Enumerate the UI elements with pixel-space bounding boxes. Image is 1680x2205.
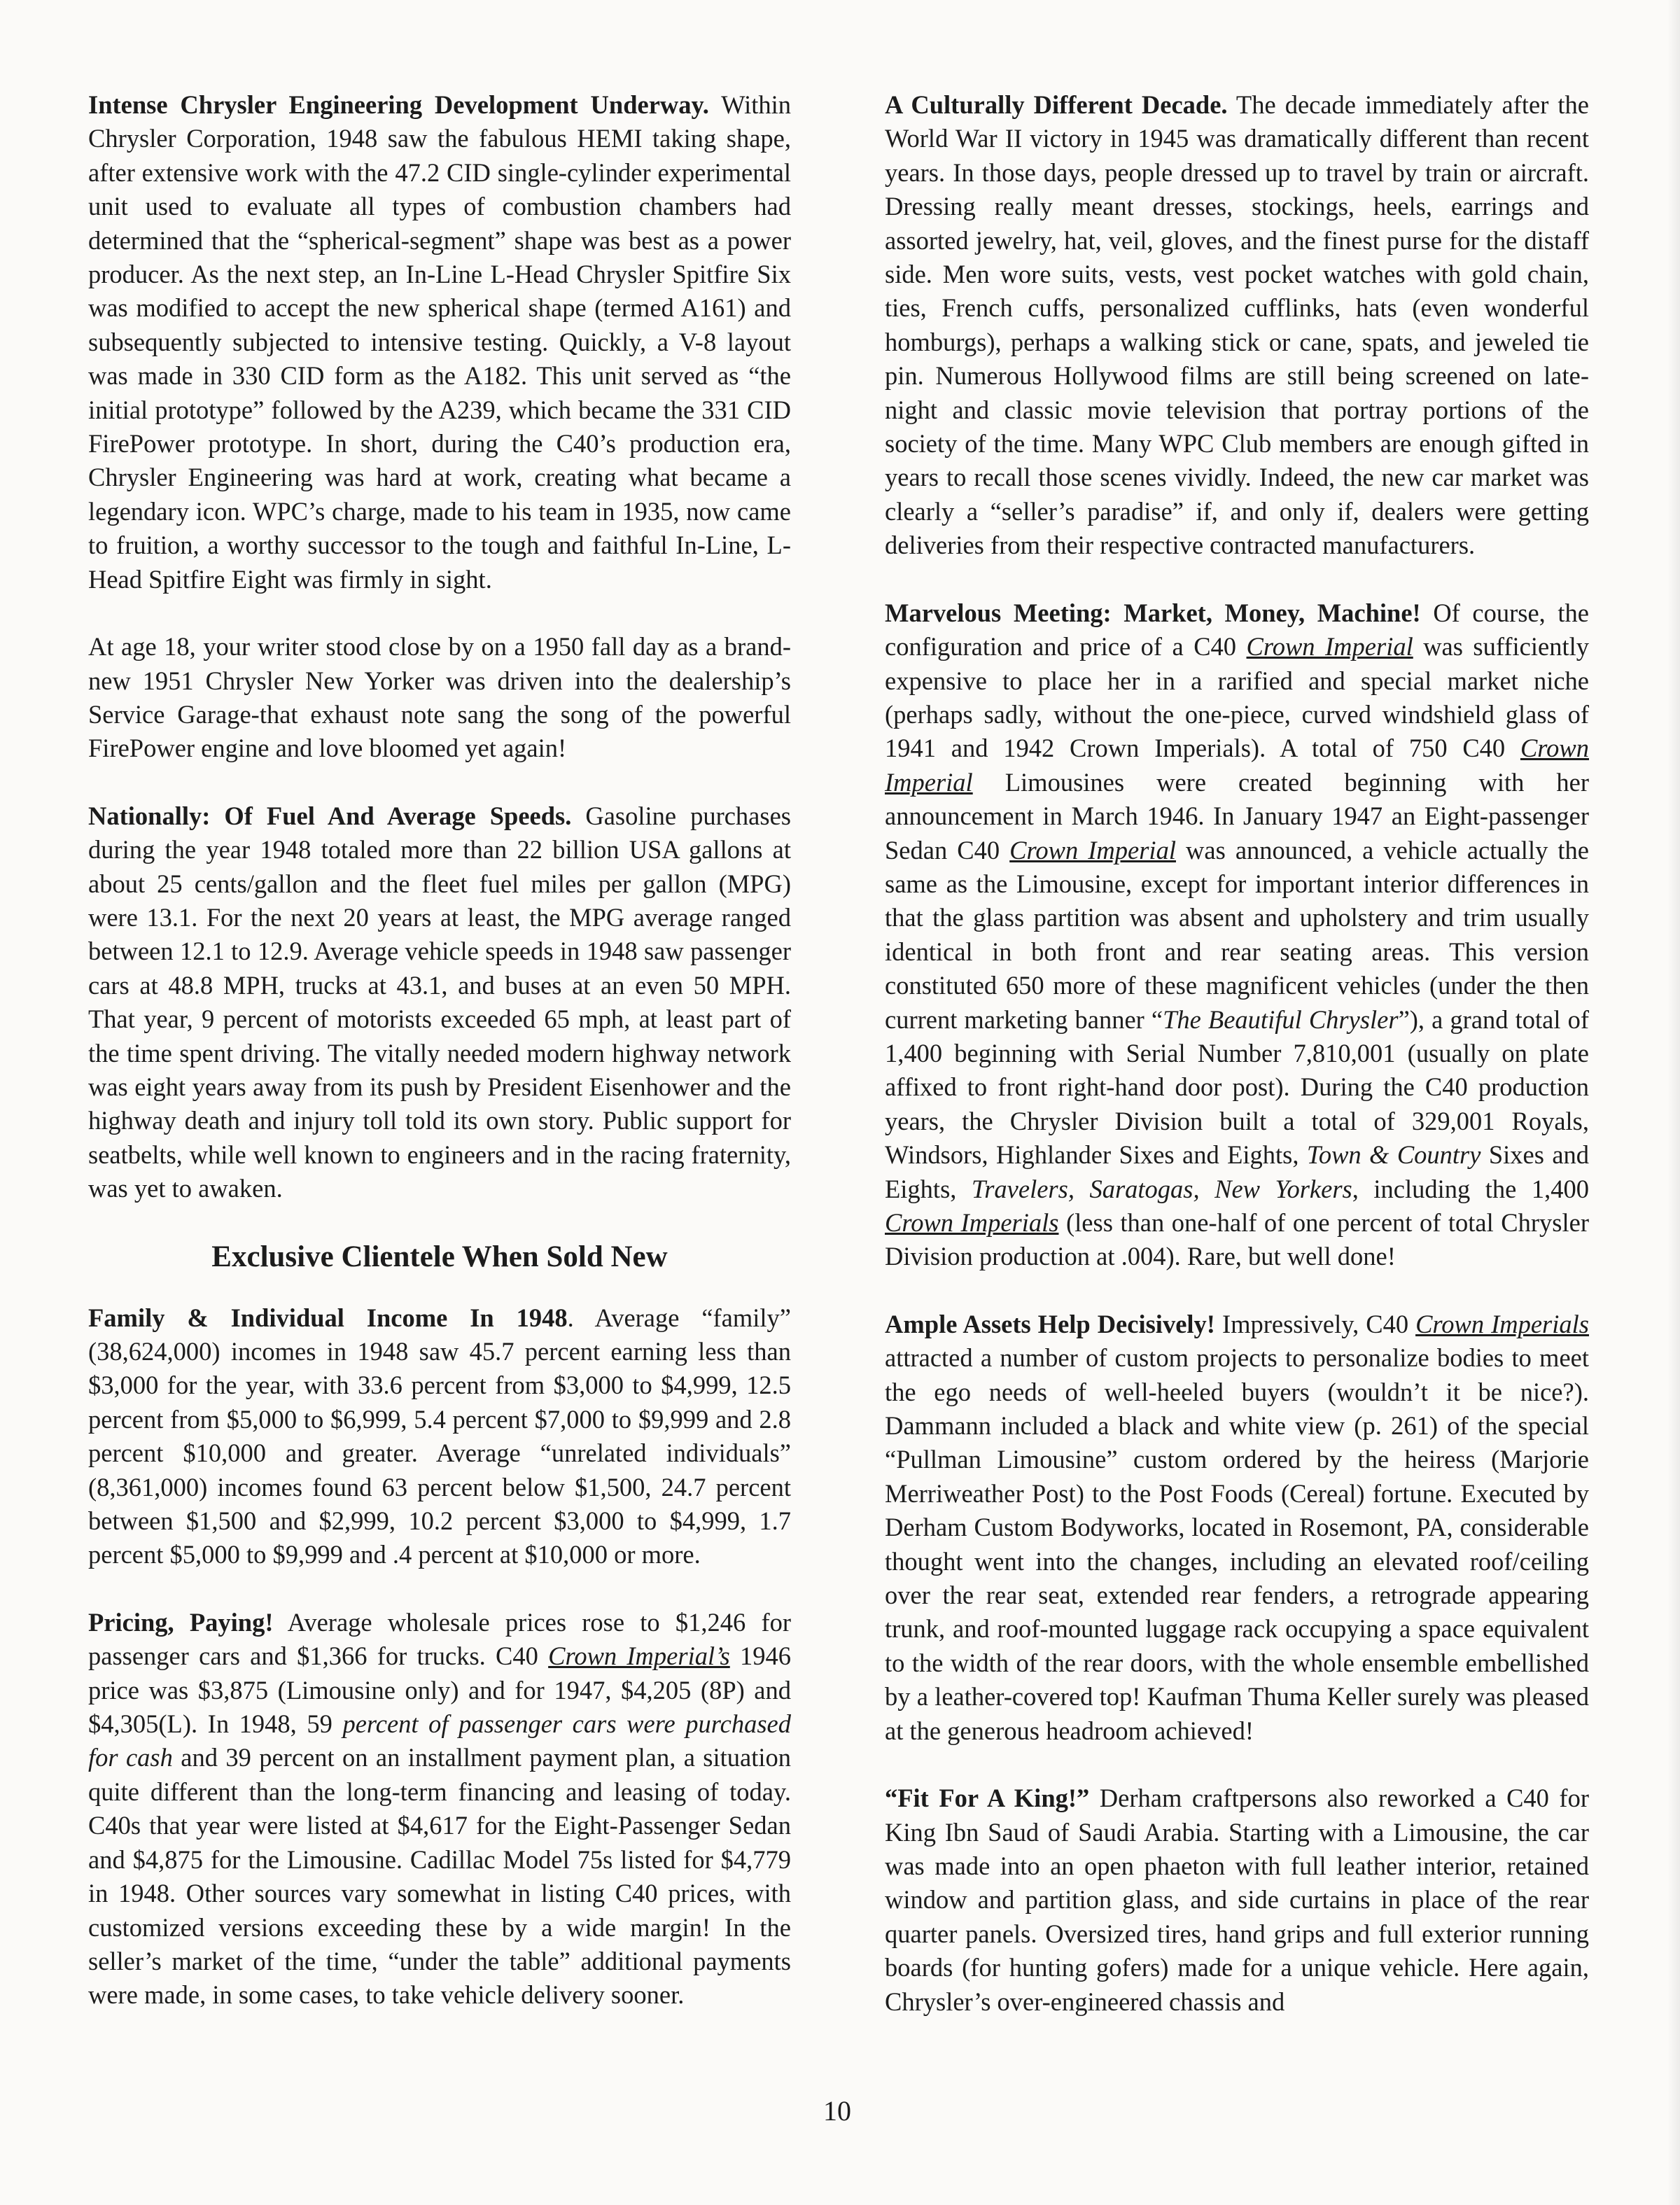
paragraph-marvelous-meeting [885, 596, 1589, 1274]
italic-phrase: Travelers, Saratogas, New Yorkers [971, 1174, 1352, 1203]
paragraph-text: . Average “family” (38,624,000) incomes in 1948 saw 45.7 percent earning less than $3,000 for the year, with 33.6 percent from $3,000 to $4,999, 12.5 percent from $5,000 to $6,999, 5.4 percent $7,000 to $9,999 and 2.8 percent $10,000 and greater. Average “unrelated individuals” (8,361,000) incomes found 63 percent below $1,500, 24.7 percent between $1,500 and $2,999, 10.2 percent $3,000 to $4,999, 1.7 percent $5,000 to $9,999 and .4 percent at $10,000 or more. [88, 1303, 791, 1569]
paragraph-heading: Family & Individual Income In 1948 [88, 1303, 568, 1332]
model-name-underlined: Crown Imperial [1009, 835, 1176, 864]
italic-phrase: Town & Country [1306, 1140, 1481, 1170]
paragraph-age-18 [88, 630, 791, 766]
paragraph-fuel-speeds [88, 799, 791, 1206]
paragraph-text: Sixes and Eights, [885, 1140, 1590, 1203]
paragraph-text: (less than one-half of one percent of total Chrysler Division production at .004). Rare, but well done! [885, 1208, 1589, 1271]
paragraph-text: attracted a number of custom projects to personalize bodies to meet the ego needs of well-heeled buyers (wouldn’t it be nice?). Dammann included a black and white view (p. 261) of the special “Pullman Limousine” custom ordered by the heiress (Marjorie Merriweather Post) to the Post Foods (Cereal) fortune. Executed by Derham Custom Bodyworks, located in Rosemont, PA, considerable thought went into the changes, including an elevated roof/ceiling over the rear seat, extended rear fenders, a retrograde appearing trunk, and roof-mounted luggage rack occupying a space equivalent to the width of the rear doors, with the whole ensemble embellished by a leather-covered top! Kaufman Thuma Keller surely was pleased at the generous headroom achieved! [885, 1343, 1589, 1745]
left-column [88, 88, 791, 2012]
paragraph-heading: Intense Chrysler Engineering Development Underway. [88, 90, 709, 119]
paragraph-text: , including the 1,400 [1352, 1174, 1589, 1203]
paragraph-heading: Nationally: Of Fuel And Average Speeds. [88, 801, 572, 830]
model-name-underlined: Crown Imperial [885, 734, 1589, 797]
paragraph-engineering-development [88, 88, 791, 596]
model-name-underlined: Crown Imperials [885, 1208, 1059, 1237]
paragraph-text: 1946 price was $3,875 (Limousine only) and for 1947, $4,205 (8P) and $4,305(L). In 1948, 59 [88, 1642, 791, 1739]
paragraph-text: was sufficiently expensive to place her in a rarified and special market niche (perhaps sadly, without the one-piece, curved windshield glass of 1941 and 1942 Crown Imperials). A total of 750 C40 [885, 632, 1589, 763]
page-number: 10 [823, 2095, 851, 2127]
paragraph-fit-for-a-king [885, 1782, 1589, 2019]
paragraph-heading: “Fit For A King!” [885, 1784, 1090, 1813]
paragraph-heading: Pricing, Paying! [88, 1607, 274, 1637]
paragraph-culturally-different [885, 88, 1589, 563]
paragraph-text: Limousines were created beginning with her announcement in March 1946. In January 1947 an Eight-passenger Sedan C40 [885, 767, 1589, 864]
paragraph-text: Average wholesale prices rose to $1,246 for passenger cars and $1,366 for trucks. C40 [88, 1607, 792, 1671]
paragraph-text: Derham craftpersons also reworked a C40 for King Ibn Saud of Saudi Arabia. Starting with a Limousine, the car was made into an open phaeton with full leather interior, retained window and partition glass, and side curtains in place of the rear quarter panels. Oversized tires, hand grips and full exterior running boards (for hunting gofers) made for a unique vehicle. Here again, Chrysler’s over-engineered chassis and [885, 1784, 1589, 2016]
paragraph-heading: Ample Assets Help Decisively! [885, 1309, 1215, 1338]
paragraph-text: The decade immediately after the World War II victory in 1945 was dramatically different than recent years. In those days, people dressed up to travel by train or aircraft. Dressing really meant dresses, stockings, heels, earrings and assorted jewelry, hat, veil, gloves, and the finest purse for the distaff side. Men wore suits, vests, vest pocket watches with gold chain, ties, French cuffs, personalized cufflinks, hats (even wonderful homburgs), perhaps a walking stick or cane, spats, and jeweled tie pin. Numerous Hollywood films are still being screened on late-night and classic movie television that portray portions of the society of the time. Many WPC Club members are enough gifted in years to recall those scenes vividly. Indeed, the new car market was clearly a “seller’s paradise” if, and only if, dealers were getting deliveries from their respective contracted manufacturers. [885, 90, 1589, 560]
paragraph-text: Of course, the configuration and price of a C40 [885, 598, 1589, 662]
italic-phrase: percent of passenger cars were purchased for cash [88, 1709, 791, 1772]
paragraph-heading: Marvelous Meeting: Market, Money, Machine! [885, 598, 1421, 627]
italic-phrase: The Beautiful Chrysler [1163, 1004, 1399, 1034]
paragraph-family-income [88, 1301, 791, 1572]
paragraph-text: Gasoline purchases during the year 1948 totaled more than 22 billion USA gallons at about 25 cents/gallon and the fleet fuel miles per gallon (MPG) were 13.1. For the next 20 years at least, the MPG average ranged between 12.1 to 12.9. Average vehicle speeds in 1948 saw passenger cars at 48.8 MPH, trucks at 43.1, and buses at an even 50 MPH. That year, 9 percent of motorists exceeded 65 mph, at least part of the time spent driving. The vitally needed modern highway network was eight years away from its push by President Eisenhower and the highway death and injury toll told its own story. Public support for seatbelts, while well known to engineers and in the racing fraternity, was yet to awaken. [88, 801, 791, 1203]
page-edge-shadow [1667, 0, 1680, 2205]
paragraph-text: Impressively, C40 [1214, 1309, 1416, 1338]
model-name-underlined: Crown Imperial [1246, 632, 1413, 662]
paragraph-text: and 39 percent on an installment payment plan, a situation quite different than the long-term financing and leasing of today. C40s that year were listed at $4,617 for the Eight-Passenger Sedan and $4,875 for the Limousine. Cadillac Model 75s listed for $4,779 in 1948. Other sources vary somewhat in listing C40 prices, with customized versions exceeding these by a wide margin! In the seller’s market of the time, “under the table” additional payments were made, in some cases, to take vehicle delivery sooner. [88, 1743, 791, 2010]
paragraph-text: At age 18, your writer stood close by on a 1950 fall day as a brand-new 1951 Chrysler New Yorker was driven into the dealership’s Service Garage-that exhaust note sang the song of the powerful FirePower engine and love bloomed yet again! [88, 632, 791, 763]
model-name-underlined: Crown Imperials [1415, 1309, 1589, 1338]
model-name-underlined: Crown Imperial’s [548, 1642, 730, 1671]
paragraph-heading: A Culturally Different Decade. [885, 90, 1228, 119]
section-title: Exclusive Clientele When Sold New [211, 1240, 668, 1273]
paragraph-text: ”), a grand total of 1,400 beginning with Serial Number 7,810,001 (usually on plate affixed to front right-hand door post). During the C40 production years, the Chrysler Division built a total of 329,001 Royals, Windsors, Highlander Sixes and Eights, [885, 1004, 1589, 1170]
right-column [885, 88, 1589, 2019]
paragraph-pricing-paying [88, 1606, 791, 2012]
paragraph-ample-assets [885, 1308, 1589, 1748]
paragraph-text: was announced, a vehicle actually the same as the Limousine, except for important interior differences in that the glass partition was absent and upholstery and trim usually identical in both front and rear seating areas. This version constituted 650 more of these magnificent vehicles (under the then current marketing banner “ [885, 835, 1589, 1034]
paragraph-text: Within Chrysler Corporation, 1948 saw the fabulous HEMI taking shape, after extensive work with the 47.2 CID single-cylinder experimental unit used to evaluate all types of combustion chambers had determined that the “spherical-segment” shape was best as a power producer. As the next step, an In-Line L-Head Chrysler Spitfire Six was modified to accept the new spherical shape (termed A161) and subsequently subjected to intensive testing. Quickly, a V-8 layout was made in 330 CID form as the A182. This unit served as “the initial prototype” followed by the A239, which became the 331 CID FirePower prototype. In short, during the C40’s production era, Chrysler Engineering was hard at work, creating what became a legendary icon. WPC’s charge, made to his team in 1935, now came to fruition, a worthy successor to the tough and faithful In-Line, L-Head Spitfire Eight was firmly in sight. [88, 90, 791, 594]
